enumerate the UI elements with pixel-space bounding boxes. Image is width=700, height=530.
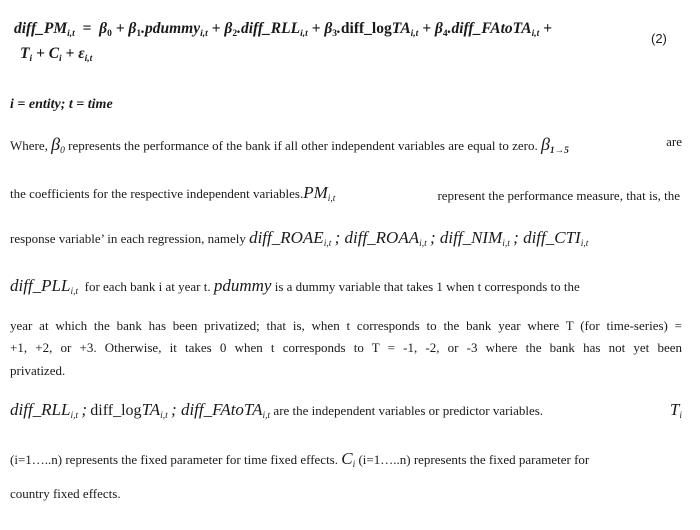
para1-line-2: the coefficients for the respective independent $variables.PM_{i,t}$ represent the performance measure, that is, the bbox=[10, 183, 680, 204]
para1-line-3: response variable’ in each regression, namely $diff\_ROAE_{i,t}$ ; $diff\_ROAA_{i,t}$ ; $diff\_NIM_{i,t}$ ; $diff\_CTI_{i,t}$ bbox=[10, 228, 589, 249]
para1-line-7: privatized. bbox=[10, 363, 66, 378]
equation-line-1: $diff\_PM_{i,t} = \beta_0$ + $\beta_1.pdummy_{i,t}$ + $\beta_2.diff\_RLL_{i,t}$ + $\beta_3.diff\_logTA_{i,t}$ + $\beta_4.diff\_FAtoTA_{i,t}$ + bbox=[14, 20, 552, 39]
para1-line-1: Where, $\beta_0$ represents the performance of the bank if all other independent variables are equal to zero. $\beta_{1\to 5}$ are bbox=[10, 134, 682, 156]
para1-line-6: +1, +2, or +3. Otherwise, it takes 0 when t corresponds to T = -1, -2, or -3 where the bank has not yet been bbox=[10, 340, 682, 355]
equation-number: (2) bbox=[651, 31, 667, 46]
para1-line-4: $diff\_PLL_{i,t}$ for each bank i at year t. pdummy is a dummy variable that takes 1 when t corresponds to the bbox=[10, 276, 580, 297]
definition-line: i = entity; t = time bbox=[10, 97, 113, 112]
para2-line-1: $diff\_RLL_{i,t}$ ; diff_logTA$_{i,t}$ ; diff_FAtoTA$_{i,t}$ are the independent variables or predictor variables. $T_i$ bbox=[10, 400, 682, 421]
para2-line-3: country fixed effects. bbox=[10, 486, 121, 501]
para1-line-5: year at which the bank has been privatized; that is, when t corresponds to the bank year where T (for time-series) = bbox=[10, 318, 682, 333]
equation-line-2: $T_i + C_i + \varepsilon_{i,t}$ bbox=[20, 45, 93, 64]
para2-line-2: (i=1…..n) represents the fixed parameter for time fixed effects. $C_i$ (i=1…..n) represents the fixed parameter for bbox=[10, 449, 590, 470]
